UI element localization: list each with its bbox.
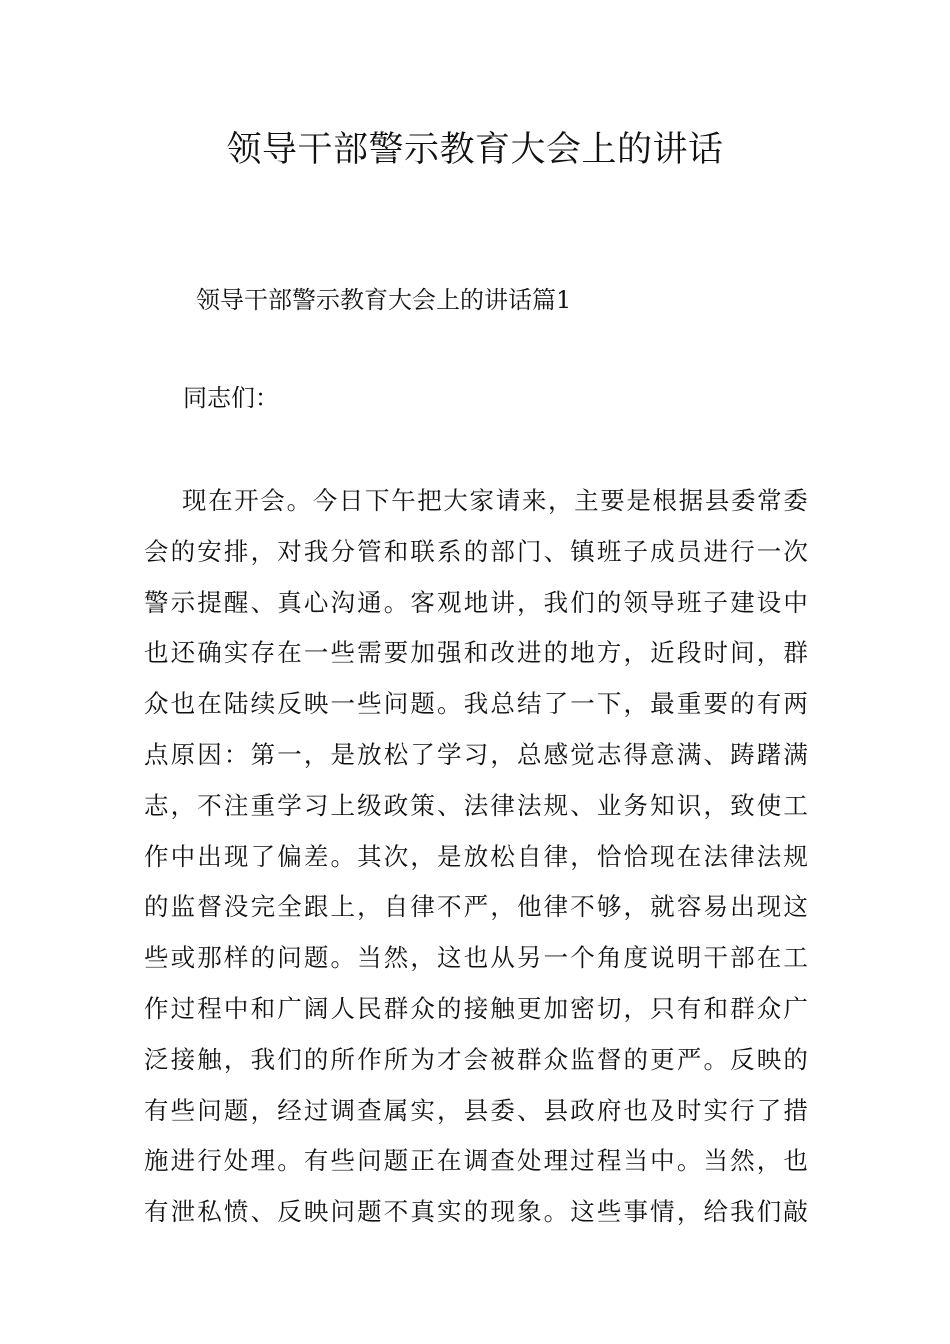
paragraph-line: 也 还 确 实 存 在 一 些 需 要 加 强 和 改 进 的 地 方 ， 近 段 时 间 ， 群 [144,638,808,668]
paragraph-line: 志 ， 不 注 重 学 习 上 级 政 策 、 法 律 法 规 、 业 务 知 识 ， 致 使 工 [144,790,808,820]
paragraph-line: 作 过 程 中 和 广 阔 人 民 群 众 的 接 触 更 加 密 切 ， 只 有 和 群 众 广 [144,993,808,1023]
document-title: 领导干部警示教育大会上的讲话 [226,130,724,170]
section-heading: 领导干部警示教育大会上的讲话篇1 [196,286,572,314]
paragraph-line: 的 监 督 没 完 全 跟 上 ， 自 律 不 严 ， 他 律 不 够 ， 就 容 易 出 现 这 [144,892,808,922]
paragraph-line: 有 泄 私 愤 、 反 映 问 题 不 真 实 的 现 象 。 这 些 事 情 ， 给 我 们 敲 [144,1197,808,1227]
paragraph-line: 警 示 提 醒 、 真 心 沟 通 。 客 观 地 讲 ， 我 们 的 领 导 班 子 建 设 中 [144,587,808,617]
paragraph-line: 泛 接 触 ， 我 们 的 所 作 所 为 才 会 被 群 众 监 督 的 更 严 。 反 映 的 [144,1044,808,1074]
paragraph-line: 作 中 出 现 了 偏 差 。 其 次 ， 是 放 松 自 律 ， 恰 恰 现 在 法 律 法 规 [144,841,808,871]
greeting: 同志们： [183,384,279,412]
paragraph-line: 会 的 安 排 ， 对 我 分 管 和 联 系 的 部 门 、 镇 班 子 成 员 进 行 一 次 [144,536,808,566]
paragraph-line: 众 也 在 陆 续 反 映 一 些 问 题 。 我 总 结 了 一 下 ， 最 重 要 的 有 两 [144,689,808,719]
paragraph-line: 些 或 那 样 的 问 题 。 当 然 ， 这 也 从 另 一 个 角 度 说 明 干 部 在 工 [144,943,808,973]
paragraph-line: 现 在 开 会 。 今 日 下 午 把 大 家 请 来 ， 主 要 是 根 据 县 委 常 委 [182,486,808,515]
body-paragraph [144,481,808,1243]
paragraph-line: 施 进 行 处 理 。 有 些 问 题 正 在 调 查 处 理 过 程 当 中 。 当 然 ， 也 [144,1146,808,1176]
paragraph-line: 有 些 问 题 ， 经 过 调 查 属 实 ， 县 委 、 县 政 府 也 及 时 实 行 了 措 [144,1095,808,1125]
paragraph-line: 点 原 因 ： 第 一 ， 是 放 松 了 学 习 ， 总 感 觉 志 得 意 满 、 踌 躇 满 [144,739,808,769]
